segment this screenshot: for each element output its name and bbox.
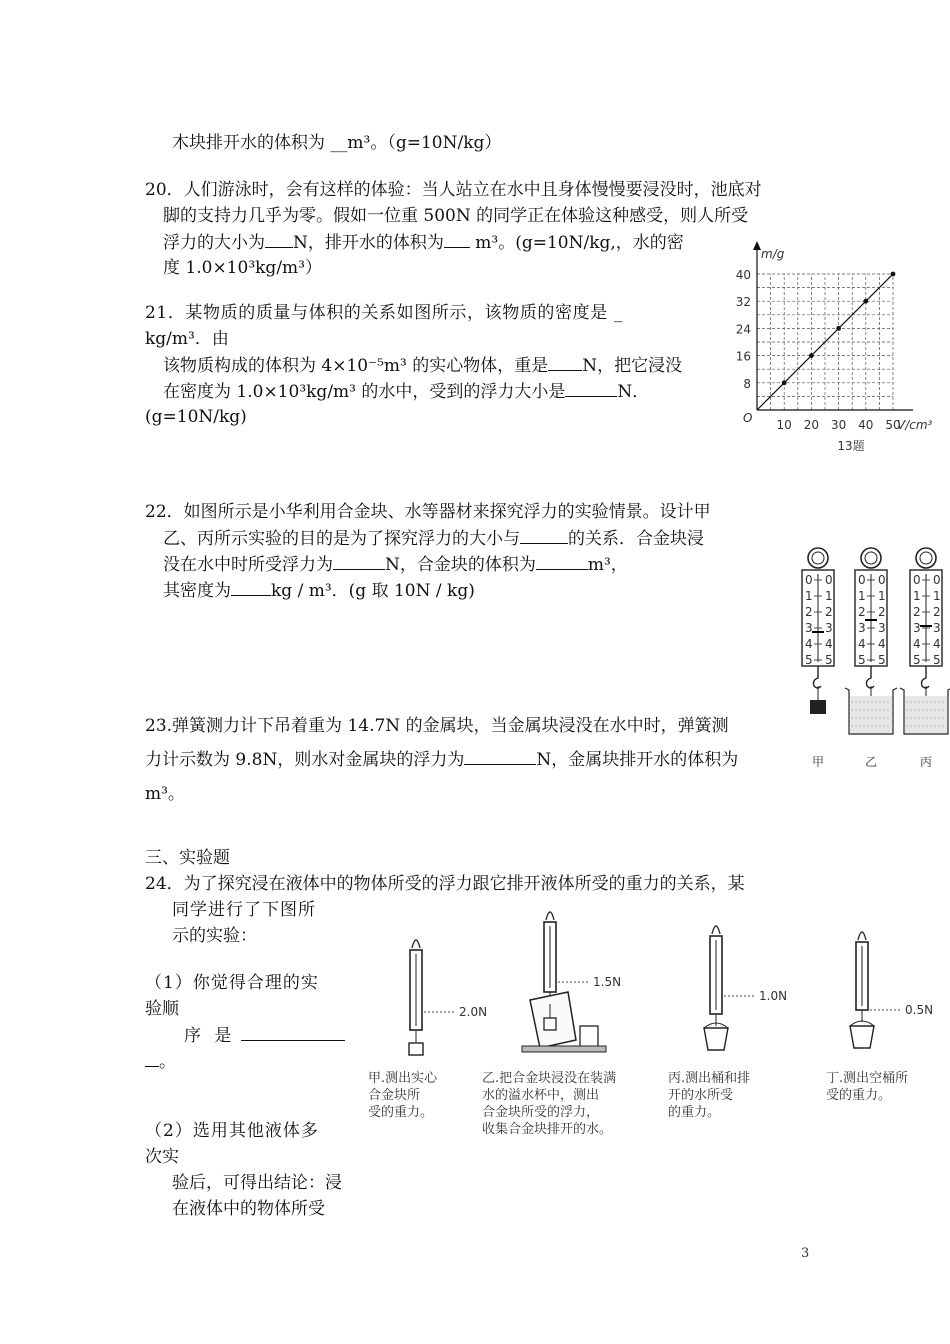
answer-blank[interactable] [333,551,385,570]
scale-label-right: 0 [933,573,941,587]
q19-tail: 木块排开水的体积为 __m³。（g=10N/kg） [172,133,502,153]
q21-text-c: 在密度为 1.0×10³kg/m³ 的水中，受到的浮力大小是 [163,382,566,402]
q20-line2: 脚的支持力几乎为零。假如一位重 500N 的同学正在体验这种感受，则人所受 [163,206,749,226]
x-tick-label: 40 [858,418,874,432]
balance-ring-inner [812,552,824,564]
caption-jia: 甲.测出实心 合金块所 受的重力。 [368,1071,438,1120]
q21-text-d: N． [617,382,650,402]
scale-label-right: 3 [825,621,833,635]
balance-ring [861,548,881,568]
scale-label-left: 0 [858,573,866,587]
answer-blank[interactable] [145,1048,159,1067]
q24-sub2-a: （2）选用其他液体多 [145,1121,319,1141]
q21-text-a: 该物质构成的体积为 4×10⁻⁵m³ 的实心物体，重是 [163,356,549,376]
q22-text-a: 乙、丙所示实验的目的是为了探究浮力的大小与 [163,529,520,549]
scale-label-left: 1 [858,589,866,603]
scale-label-right: 0 [878,573,886,587]
answer-blank[interactable] [520,525,568,544]
caption-ding: 丁.测出空桶所 受的重力。 [826,1071,909,1103]
scale-label-left: 3 [858,621,866,635]
catch-bucket [580,1026,598,1048]
scale-label-left: 2 [913,605,921,619]
experiment-svg [360,900,940,1070]
q22-text-c: 没在水中时所受浮力为 [163,555,333,575]
spring-balance-figure [796,540,950,775]
x-tick-label: 50 [885,418,901,432]
table-base [522,1046,606,1052]
q20-line1: 20．人们游泳时，会有这样的体验：当人站立在水中且身体慢慢要浸没时，池底对 [145,180,762,200]
q24-sub1-b: 验顺 [145,999,179,1019]
scale-label-right: 5 [825,653,833,667]
balances-svg [796,540,950,775]
scale-label-right: 3 [933,621,941,635]
balance-label: 乙 [864,755,878,769]
scale-label-left: 3 [913,621,921,635]
q24-text-end: 。 [159,1052,176,1072]
q22-text-d: N，合金块的体积为 [385,555,536,575]
scale-label-left: 4 [913,637,921,651]
section-heading: 三、实验题 [145,848,230,868]
hand-grip [412,940,420,948]
liquid [905,696,947,733]
balance-hook [867,666,875,688]
q24-sub2-c: 验后，可得出结论：浸 [172,1173,342,1193]
scale-label-right: 2 [825,605,833,619]
scale-label-right: 1 [825,589,833,603]
scale-label-right: 2 [933,605,941,619]
answer-blank[interactable] [548,352,582,371]
scale-label-left: 3 [805,621,813,635]
scale-label-left: 0 [913,573,921,587]
q23-line2 [145,745,805,775]
balance-label: 丙 [919,755,933,769]
y-tick-label: 24 [735,322,751,337]
q20-text-c: m³。(g=10N/kg,，水的密 [469,233,684,253]
origin-label: O [743,411,753,425]
graph-caption: 13题 [837,439,865,453]
q22-text-e: m³， [587,555,628,575]
balance-ring [808,548,828,568]
scale-label-left: 2 [858,605,866,619]
q22-text-b: 的关系．合金块浸 [568,529,704,549]
scale-label-left: 4 [858,637,866,651]
caption-yi: 乙.把合金块浸没在装满 水的溢水杯中，测出 合金块所受的浮力， 收集合金块排开的水。 [482,1071,617,1137]
scale-label-left: 0 [805,573,813,587]
answer-blank[interactable] [464,746,536,765]
data-point [863,299,868,304]
answer-blank[interactable] [444,229,470,248]
q24-sub1-a: （1）你觉得合理的实 [145,973,319,993]
answer-blank[interactable] [536,551,588,570]
q20-line4: 度 1.0×10³kg/m³） [163,258,322,278]
reading-label: 1.5N [593,975,622,989]
scale-label-left: 5 [805,653,813,667]
q23-text-b: N，金属块排开水的体积为 [536,750,739,770]
y-tick-label: 8 [743,376,751,391]
alloy-block [810,700,826,714]
scale-label-right: 1 [933,589,941,603]
q20-text-b: N，排开水的体积为 [293,233,444,253]
q24-line3: 示的实验： [172,926,257,946]
scale-label-right: 3 [878,621,886,635]
caption-bing: 丙.测出桶和排 开的水所受 的重力。 [668,1071,751,1120]
balance-label: 甲 [811,755,825,769]
answer-blank[interactable] [241,1022,345,1041]
x-tick-label: 30 [830,418,847,432]
q24-line1: 24．为了探究浸在液体中的物体所受的浮力跟它排开液体所受的重力的关系，某 [145,874,745,894]
graph-svg [715,238,935,458]
q22-line4 [163,577,823,604]
balance-hook [814,666,822,688]
q22-line1: 22．如图所示是小华利用合金块、水等器材来探究浮力的实验情景。设计甲 [145,502,711,522]
q21-line2: kg/m³．由 [145,329,229,349]
q20-text-a: 浮力的大小为 [163,233,265,253]
data-point [891,272,896,277]
reading-label: 1.0N [759,989,788,1003]
mass-volume-graph [715,238,935,458]
x-tick-label: 10 [776,418,792,432]
scale-label-right: 2 [878,605,886,619]
hand-grip [712,926,720,934]
q24-sub2-d: 在液体中的物体所受 [172,1199,325,1219]
reading-label: 2.0N [459,1005,488,1019]
q24-text-order: 序 是 [184,1026,236,1046]
balance-ring-inner [920,552,932,564]
scale-label-right: 4 [933,637,941,651]
overflow-cup [530,992,576,1048]
scale-label-right: 5 [878,653,886,667]
reading-label: 0.5N [905,1003,934,1017]
q22-text-f: 其密度为 [163,581,231,601]
q24-line2: 同学进行了下图所 [172,900,316,920]
empty-bucket [850,1026,874,1048]
q23-text-a: 力计示数为 9.8N，则水对金属块的浮力为 [145,750,465,770]
answer-blank[interactable] [231,577,271,596]
answer-blank[interactable] [565,378,617,397]
q21-line5: (g=10N/kg) [145,407,247,427]
scale-label-left: 4 [805,637,813,651]
q21-line1: 21．某物质的质量与体积的关系如图所示，该物质的密度是 _ [145,303,623,323]
liquid [850,696,892,733]
balance-ring [916,548,936,568]
scale-label-left: 1 [805,589,813,603]
balance-hook [922,666,930,688]
q22-line2 [163,525,823,552]
scale-label-left: 5 [858,653,866,667]
q22-line3 [163,551,823,578]
scale-label-right: 1 [878,589,886,603]
q23-line1: 23.弹簧测力计下吊着重为 14.7N 的金属块，当金属块浸没在水中时，弹簧测 [145,716,729,736]
scale-label-left: 5 [913,653,921,667]
scale-label-right: 4 [878,637,886,651]
q24-sub2-b: 次实 [145,1147,179,1167]
scale-label-right: 4 [825,637,833,651]
q23-line3: m³。 [145,784,185,804]
y-tick-label: 16 [735,349,751,364]
answer-blank[interactable] [265,229,293,248]
balance-ring-inner [865,552,877,564]
experiment-figure [360,900,940,1070]
hand-grip [546,912,554,920]
data-point [782,380,787,385]
hand-grip [858,932,866,940]
page-number: 3 [801,1246,810,1261]
y-axis-arrow [753,241,761,250]
y-tick-label: 32 [735,295,751,310]
q22-text-g: kg / m³．(g 取 10N / kg) [271,581,475,601]
data-point [809,353,814,358]
x-tick-label: 20 [803,418,820,432]
y-axis-label: m/g [761,247,785,261]
alloy-block [409,1043,423,1055]
scale-label-left: 1 [913,589,921,603]
scale-label-right: 5 [933,653,941,667]
scale-label-left: 2 [805,605,813,619]
scale-label-right: 0 [825,573,833,587]
bucket-with-water [704,1028,728,1050]
y-tick-label: 40 [735,268,751,282]
q21-text-b: N，把它浸没 [582,356,683,376]
data-point [836,326,841,331]
x-axis-label: V/cm³ [897,418,933,432]
